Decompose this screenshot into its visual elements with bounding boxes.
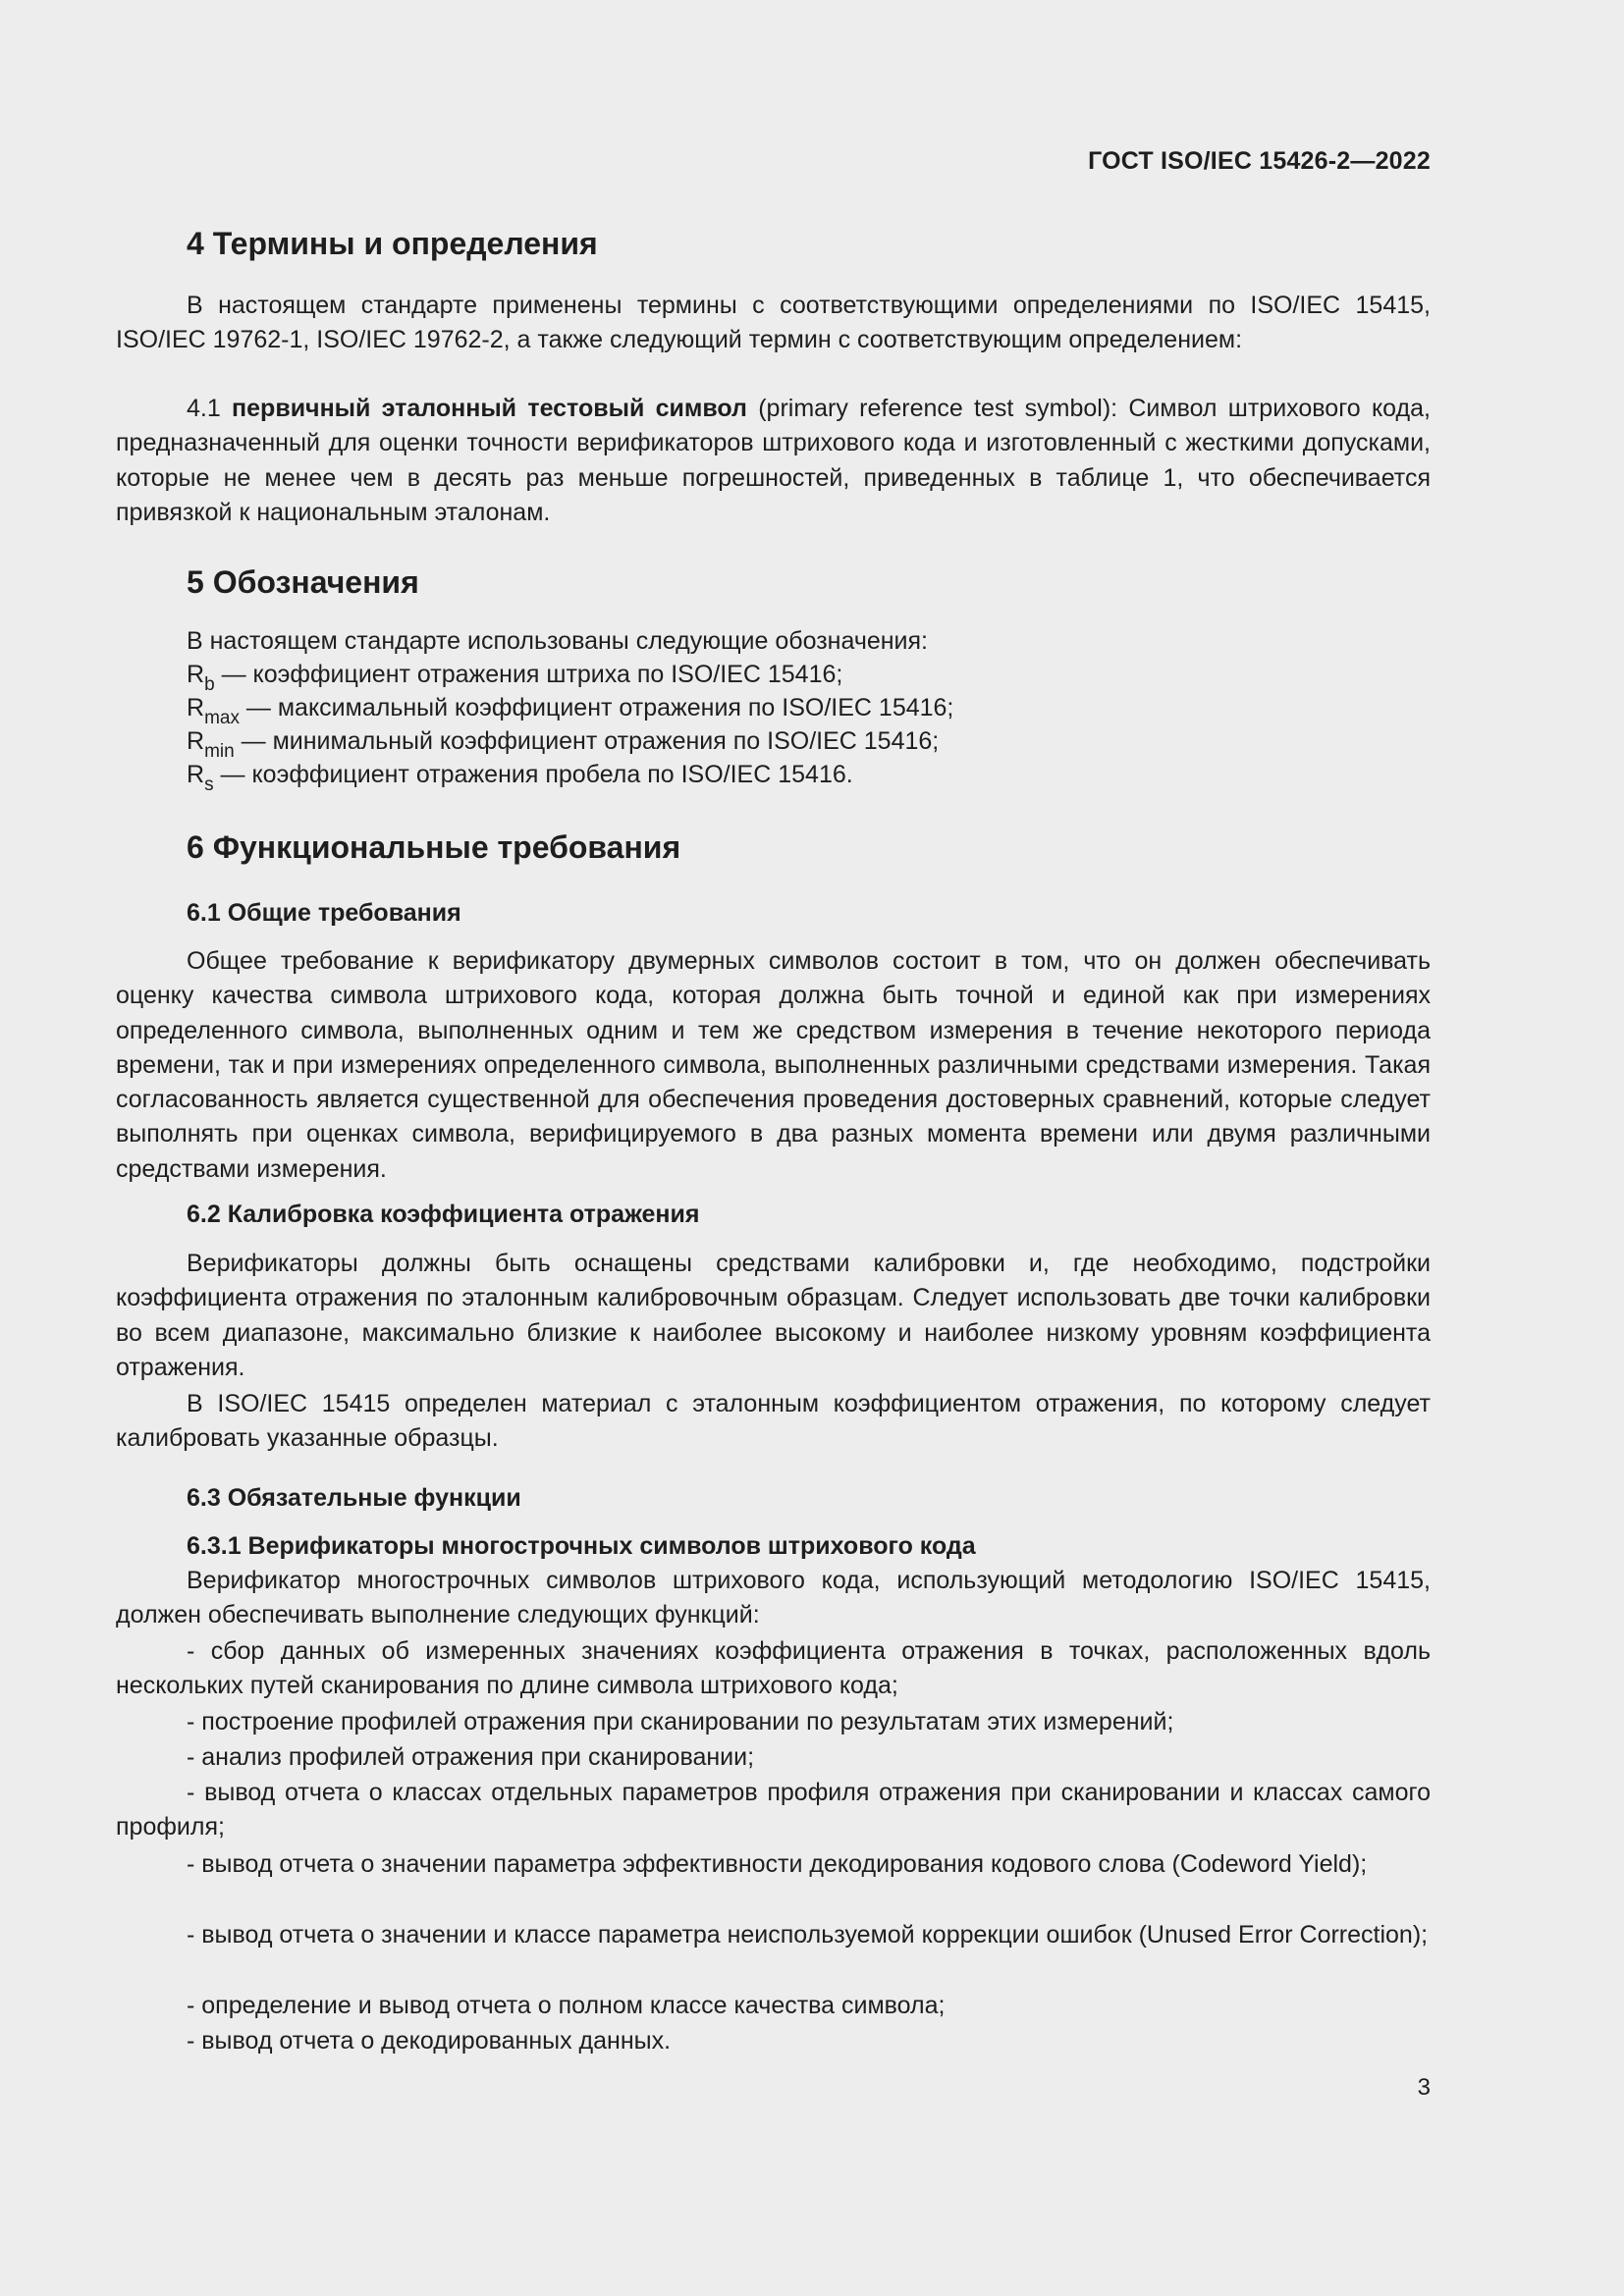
page-number: 3 — [1417, 2074, 1431, 2101]
section-5-heading: 5 Обозначения — [187, 564, 419, 600]
section-4-intro: В настоящем стандарте применены термины с соответствующими определениями по ISO/IEC 15415, ISO/IEC 19762-1, ISO/IEC 19762-2, а также следующий термин с соответствующим определением: — [116, 292, 1431, 354]
section-6-3-1-intro: Верификатор многострочных символов штрихового кода, использующий методологию ISO/IEC 15415, должен обеспечивать выполнение следующих функций: — [116, 1567, 1431, 1629]
symbol-base: R — [187, 694, 205, 721]
term-definition: (primary reference test symbol): Символ штрихового кода, предназначенный для оценки точности верификаторов штрихового кода и изготовленный с жесткими допусками, которые не менее чем в десять раз меньше погрешностей, приведенных в таблице 1, что обеспечивается привязкой к национальным эталонам. — [116, 395, 1431, 526]
symbol-subscript: s — [204, 774, 214, 795]
symbol-base: R — [187, 661, 205, 688]
list-item: - вывод отчета о значении и классе параметра неиспользуемой коррекции ошибок (Unused Error Correction); — [187, 1921, 1429, 1949]
list-item: - анализ профилей отражения при сканировании; — [187, 1743, 755, 1771]
list-item: - построение профилей отражения при сканировании по результатам этих измерений; — [187, 1708, 1174, 1735]
section-6-3-1-heading: 6.3.1 Верификаторы многострочных символов штрихового кода — [187, 1532, 976, 1560]
section-6-1-heading: 6.1 Общие требования — [187, 899, 461, 927]
list-item: - определение и вывод отчета о полном классе качества символа; — [187, 1992, 946, 2019]
symbol-base: R — [187, 727, 205, 755]
term-4-1 — [116, 392, 1431, 530]
section-5-intro: В настоящем стандарте использованы следующие обозначения: — [187, 627, 929, 655]
term-name: первичный эталонный тестовый символ — [232, 395, 747, 422]
symbol-subscript: b — [204, 674, 215, 695]
symbol-definition: — коэффициент отражения штриха по ISO/IEC 15416; — [214, 661, 843, 688]
symbol-rb — [187, 658, 843, 695]
section-6-2-text-1: Верификаторы должны быть оснащены средствами калибровки и, где необходимо, подстройки коэффициента отражения по эталонным калибровочным образцам. Следует использовать две точки калибровки во всем диапазоне, максимально близкие к наиболее высокому и наиболее низкому уровням коэффициента отражения. — [116, 1250, 1431, 1381]
document-code: ГОСТ ISO/IEC 15426-2—2022 — [1088, 147, 1431, 175]
list-item: - вывод отчета о декодированных данных. — [187, 2027, 672, 2055]
symbol-definition: — минимальный коэффициент отражения по ISO/IEC 15416; — [234, 727, 940, 755]
symbol-definition: — максимальный коэффициент отражения по ISO/IEC 15416; — [239, 694, 954, 721]
symbol-rmax — [187, 691, 954, 728]
section-6-2-text-2: В ISO/IEC 15415 определен материал с эталонным коэффициентом отражения, по которому следует калибровать указанные образцы. — [116, 1390, 1431, 1453]
section-6-2-heading: 6.2 Калибровка коэффициента отражения — [187, 1201, 700, 1228]
symbol-base: R — [187, 761, 205, 788]
section-6-heading: 6 Функциональные требования — [187, 829, 681, 865]
section-6-1-text: Общее требование к верификатору двумерных символов состоит в том, что он должен обеспечивать оценку качества символа штрихового кода, которая должна быть точной и единой как при измерениях определенного символа, выполненных одним и тем же средством измерения в течение некоторого периода времени, так и при измерениях определенного символа, выполненных различными средствами измерения. Такая согласованность является существенной для обеспечения проведения достоверных сравнений, которые следует выполнять при оценках символа, верифицируемого в два разных момента времени или двумя различными средствами измерения. — [116, 947, 1431, 1183]
symbol-definition: — коэффициент отражения пробела по ISO/IEC 15416. — [213, 761, 853, 788]
list-item: - вывод отчета о значении параметра эффективности декодирования кодового слова (Codeword Yield); — [187, 1850, 1368, 1878]
list-item: - вывод отчета о классах отдельных параметров профиля отражения при сканировании и классах самого профиля; — [116, 1779, 1431, 1842]
symbol-rs — [187, 758, 853, 795]
section-6-3-heading: 6.3 Обязательные функции — [187, 1484, 521, 1512]
term-number: 4.1 — [187, 395, 221, 422]
symbol-subscript: min — [204, 741, 235, 762]
list-item: - сбор данных об измеренных значениях коэффициента отражения в точках, расположенных вдоль нескольких путей сканирования по длине символа штрихового кода; — [116, 1637, 1431, 1700]
symbol-rmin — [187, 724, 940, 762]
symbol-subscript: max — [204, 708, 240, 728]
section-4-heading: 4 Термины и определения — [187, 226, 598, 261]
